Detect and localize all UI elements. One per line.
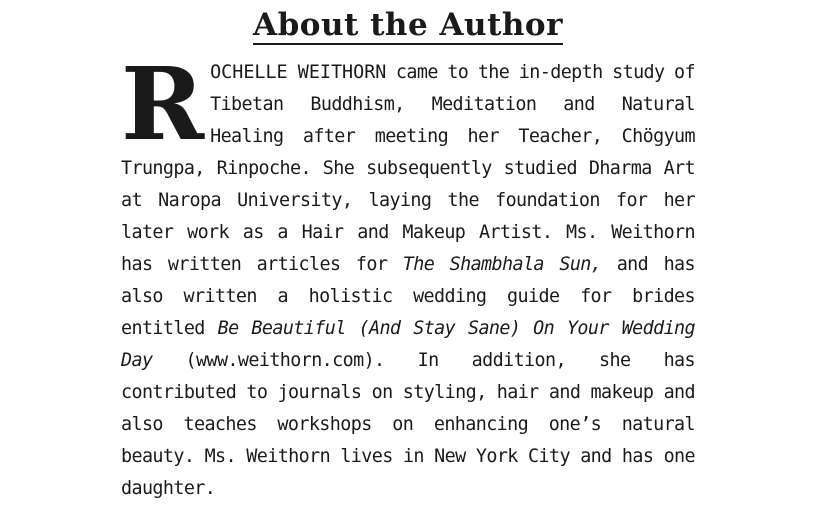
author-bio: [121, 45, 696, 505]
bio-text-part-1: came to the in-depth study of Tibetan Buddhism, Meditation and Natural Healing after meeting her Teacher, Chögyum Trungpa, Rinpoche. She subsequently studied Dharma Art at Naropa University, laying the foundation for her later work as a Hair and Makeup Artist. Ms. Weithorn has written articles for: [121, 62, 695, 275]
author-name: OCHELLE WEITHORN: [210, 62, 387, 83]
drop-cap: R: [121, 45, 205, 163]
publication-title: The Shambhala Sun,: [402, 254, 602, 275]
bio-text-part-3: (www.weithorn.com). In addition, she has contributed to journals on styling, hair and makeup and also teaches workshops on enhancing one’s natural beauty. Ms. Weithorn lives in New York City and has one daughter.: [121, 350, 695, 499]
page-title: [0, 2, 816, 48]
book-title: Be Beautiful (And Stay Sane) On Your Wedding Day: [121, 318, 695, 371]
page-title-text: About the Author: [253, 7, 563, 43]
bio-text-part-2: and has also written a holistic wedding guide for brides entitled: [121, 254, 696, 339]
